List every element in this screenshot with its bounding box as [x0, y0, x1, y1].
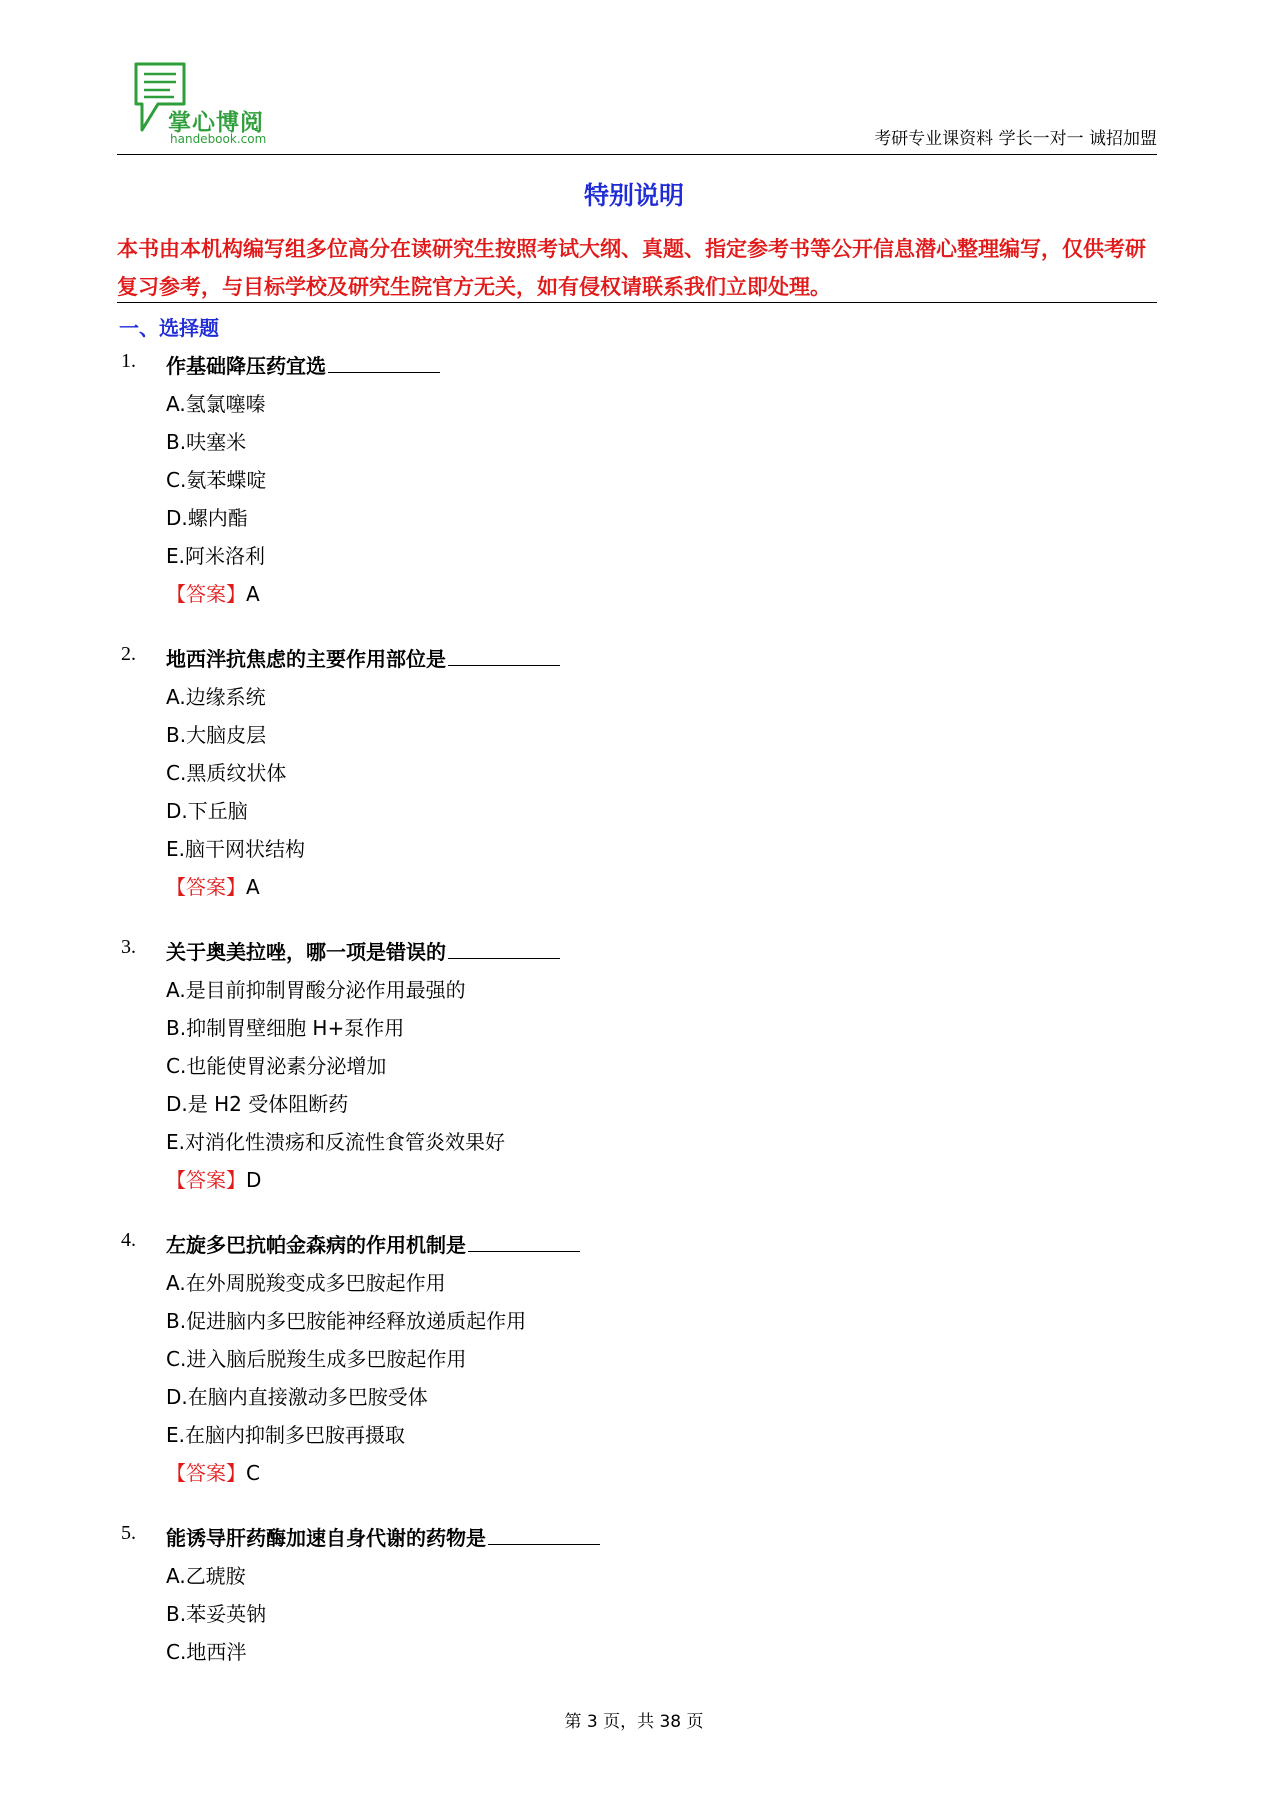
option-a: A.氢氯噻嗪: [166, 392, 266, 416]
option-b: B.促进脑内多巴胺能神经释放递质起作用: [166, 1309, 527, 1333]
answer-value: A: [246, 875, 260, 899]
answer: [166, 1457, 260, 1486]
header-tagline: 考研专业课资料 学长一对一 诚招加盟: [874, 129, 1157, 149]
option-d: D.在脑内直接激动多巴胺受体: [166, 1385, 428, 1409]
option-d: D.螺内酯: [166, 506, 248, 530]
question-text: 能诱导肝药酶加速自身代谢的药物是: [166, 1522, 600, 1551]
answer-blank: [448, 938, 560, 959]
option-b: B.呋塞米: [166, 430, 247, 454]
question-number: 4.: [121, 1229, 136, 1251]
answer-label: 【答案】: [166, 875, 246, 899]
section-title: 一、选择题: [119, 316, 219, 340]
option-c: C.进入脑后脱羧生成多巴胺起作用: [166, 1347, 467, 1371]
logo-text: 掌心博阅: [168, 110, 264, 136]
answer-blank: [488, 1524, 600, 1545]
option-b: B.大脑皮层: [166, 723, 267, 747]
answer-blank: [448, 645, 560, 666]
answer: [166, 578, 260, 607]
question-number: 2.: [121, 643, 136, 665]
answer-value: D: [246, 1168, 262, 1192]
question-text: 地西泮抗焦虑的主要作用部位是: [166, 643, 560, 672]
option-c: C.黑质纹状体: [166, 761, 287, 785]
question-text: 关于奥美拉唑，哪一项是错误的: [166, 936, 560, 965]
answer-value: C: [246, 1461, 260, 1485]
answer: [166, 871, 260, 900]
option-d: D.下丘脑: [166, 799, 248, 823]
option-e: E.脑干网状结构: [166, 837, 305, 861]
option-e: E.对消化性溃疡和反流性食管炎效果好: [166, 1130, 505, 1154]
option-a: A.乙琥胺: [166, 1564, 246, 1588]
notice-divider: [117, 302, 1157, 303]
answer: [166, 1164, 261, 1193]
option-b: B.抑制胃壁细胞 H+泵作用: [166, 1016, 405, 1040]
question-number: 1.: [121, 350, 136, 372]
question-number: 5.: [121, 1522, 136, 1544]
logo-url: handebook.com: [170, 132, 267, 146]
answer-blank: [328, 352, 440, 373]
option-e: E.在脑内抑制多巴胺再摄取: [166, 1423, 405, 1447]
answer-label: 【答案】: [166, 582, 246, 606]
option-c: C.地西泮: [166, 1640, 247, 1664]
question-text: 左旋多巴抗帕金森病的作用机制是: [166, 1229, 580, 1258]
header-divider: [117, 154, 1157, 155]
answer-value: A: [246, 582, 260, 606]
option-a: A.边缘系统: [166, 685, 266, 709]
notice-text: 本书由本机构编写组多位高分在读研究生按照考试大纲、真题、指定参考书等公开信息潜心整理编写，仅供考研复习参考，与目标学校及研究生院官方无关，如有侵权请联系我们立即处理。: [117, 237, 1146, 299]
option-a: A.是目前抑制胃酸分泌作用最强的: [166, 978, 466, 1002]
answer-label: 【答案】: [166, 1461, 246, 1485]
answer-blank: [468, 1231, 580, 1252]
option-e: E.阿米洛利: [166, 544, 265, 568]
notice-title: 特别说明: [583, 181, 684, 210]
option-a: A.在外周脱羧变成多巴胺起作用: [166, 1271, 446, 1295]
option-c: C.也能使胃泌素分泌增加: [166, 1054, 387, 1078]
logo: [128, 60, 298, 150]
answer-label: 【答案】: [166, 1168, 246, 1192]
option-c: C.氨苯蝶啶: [166, 468, 267, 492]
question-text: 作基础降压药宜选: [166, 350, 440, 379]
question-number: 3.: [121, 936, 136, 958]
option-b: B.苯妥英钠: [166, 1602, 267, 1626]
option-d: D.是 H2 受体阻断药: [166, 1092, 349, 1116]
page-footer: 第 3 页，共 38 页: [564, 1712, 704, 1732]
